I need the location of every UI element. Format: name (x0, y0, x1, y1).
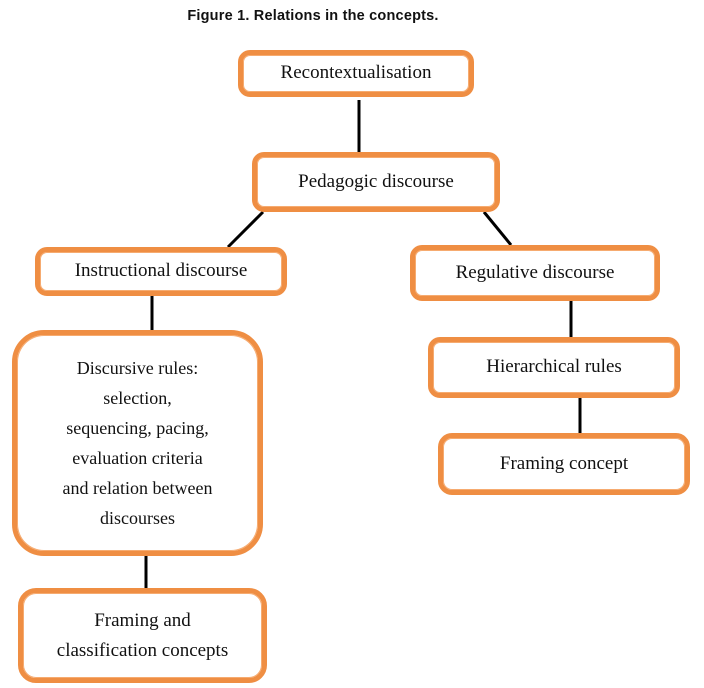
node-label-line: and relation between (62, 478, 213, 498)
node-regulative-discourse (410, 245, 660, 301)
node-pedagogic-discourse (252, 152, 500, 212)
node-label: Regulative discourse (455, 261, 615, 283)
connector-pedagogic-regulative (484, 212, 511, 245)
node-hierarchical-rules (428, 337, 680, 398)
node-discursive-rules (12, 330, 263, 556)
node-label-line: sequencing, pacing, (66, 418, 209, 438)
connector-pedagogic-instructional (228, 212, 263, 247)
node-label-line: evaluation criteria (72, 448, 203, 468)
node-label-line: classification concepts (56, 639, 229, 661)
node-framing-concept (438, 433, 690, 495)
node-label: Framing concept (499, 452, 629, 474)
node-label: Recontextualisation (280, 62, 432, 84)
node-instructional-discourse (35, 247, 287, 296)
node-label-line: Discursive rules: (76, 358, 199, 378)
node-framing-and-classification-concepts (18, 588, 267, 683)
node-label-line: Framing and (94, 609, 191, 631)
node-label: Hierarchical rules (486, 356, 622, 378)
figure-title: Figure 1. Relations in the concepts. (187, 8, 439, 24)
node-label: Pedagogic discourse (298, 170, 454, 192)
node-label-line: discourses (100, 508, 175, 528)
node-label: Instructional discourse (74, 260, 248, 282)
node-recontextualisation (238, 50, 474, 97)
node-label-line: selection, (103, 388, 172, 408)
